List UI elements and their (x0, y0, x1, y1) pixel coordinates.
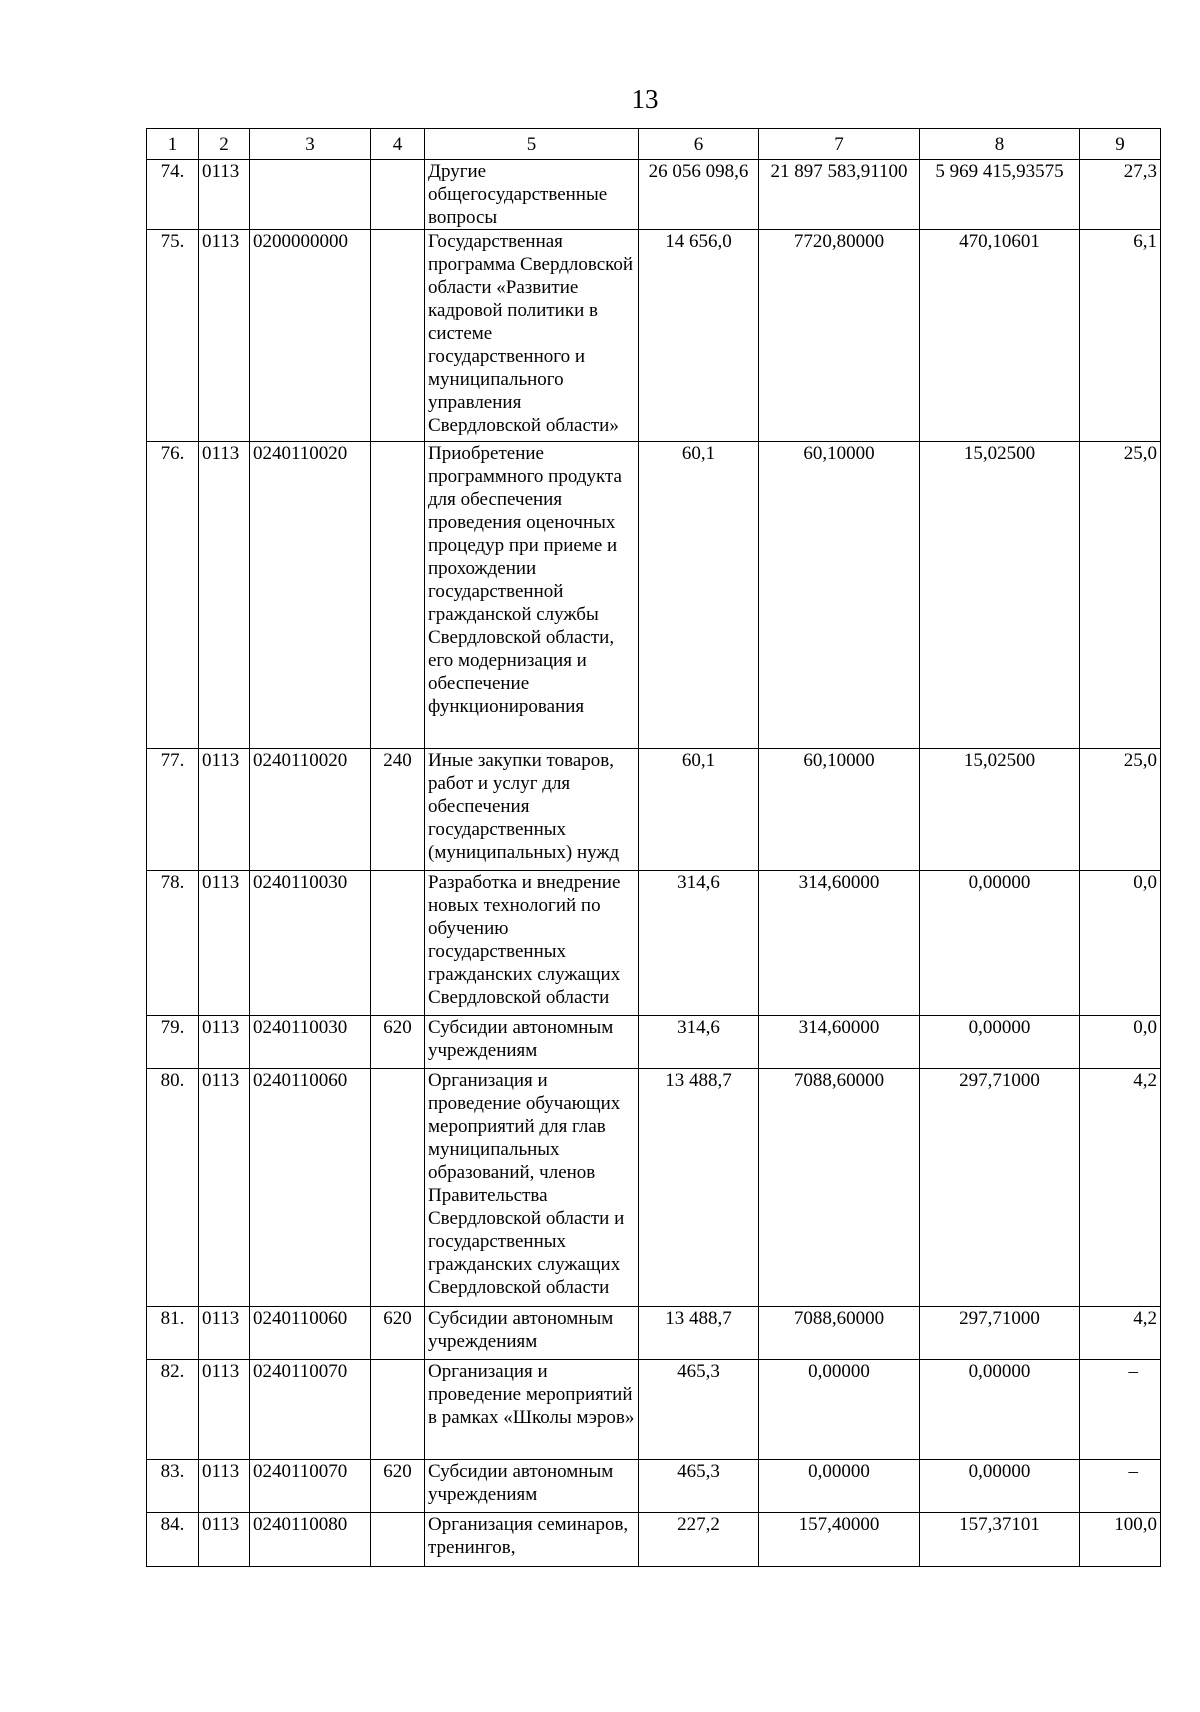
refined-value: 60,10000 (759, 442, 920, 749)
refined-value: 60,10000 (759, 749, 920, 871)
row-number: 81. (147, 1307, 199, 1360)
percent-value: 0,0 (1080, 871, 1161, 1016)
expense-type-code (371, 871, 425, 1016)
row-number: 75. (147, 230, 199, 442)
table-row (147, 1016, 1161, 1069)
row-number: 77. (147, 749, 199, 871)
header-cell: 2 (199, 129, 250, 160)
table-row (147, 1360, 1161, 1460)
table-row (147, 1069, 1161, 1307)
executed-value: 15,02500 (920, 749, 1080, 871)
refined-value: 0,00000 (759, 1460, 920, 1513)
executed-value: 297,71000 (920, 1307, 1080, 1360)
expense-type-code (371, 160, 425, 230)
section-code: 0113 (199, 871, 250, 1016)
plan-value: 13 488,7 (639, 1307, 759, 1360)
header-cell: 4 (371, 129, 425, 160)
header-row (147, 129, 1161, 160)
item-name: Другие общегосударственные вопросы (425, 160, 639, 230)
section-code: 0113 (199, 1513, 250, 1567)
percent-value: 100,0 (1080, 1513, 1161, 1567)
executed-value: 15,02500 (920, 442, 1080, 749)
section-code: 0113 (199, 230, 250, 442)
header-cell: 3 (250, 129, 371, 160)
header-cell: 6 (639, 129, 759, 160)
table-row (147, 230, 1161, 442)
percent-value: – (1080, 1360, 1161, 1460)
executed-value: 0,00000 (920, 871, 1080, 1016)
percent-value: 4,2 (1080, 1307, 1161, 1360)
executed-value: 0,00000 (920, 1460, 1080, 1513)
refined-value: 314,60000 (759, 871, 920, 1016)
plan-value: 13 488,7 (639, 1069, 759, 1307)
target-article-code: 0240110020 (250, 749, 371, 871)
percent-value: 27,3 (1080, 160, 1161, 230)
refined-value: 157,40000 (759, 1513, 920, 1567)
target-article-code (250, 160, 371, 230)
expense-type-code (371, 442, 425, 749)
table-row (147, 1460, 1161, 1513)
refined-value: 314,60000 (759, 1016, 920, 1069)
target-article-code: 0200000000 (250, 230, 371, 442)
section-code: 0113 (199, 749, 250, 871)
percent-value: 4,2 (1080, 1069, 1161, 1307)
percent-value: – (1080, 1460, 1161, 1513)
target-article-code: 0240110020 (250, 442, 371, 749)
item-name: Организация и проведение обучающих мероприятий для глав муниципальных образований, членов Правительства Свердловской области и государственных гражданских служащих Свердловской области (425, 1069, 639, 1307)
plan-value: 465,3 (639, 1460, 759, 1513)
percent-value: 25,0 (1080, 442, 1161, 749)
expense-type-code: 240 (371, 749, 425, 871)
refined-value: 21 897 583,91100 (759, 160, 920, 230)
row-number: 76. (147, 442, 199, 749)
section-code: 0113 (199, 1360, 250, 1460)
section-code: 0113 (199, 1460, 250, 1513)
target-article-code: 0240110080 (250, 1513, 371, 1567)
executed-value: 5 969 415,93575 (920, 160, 1080, 230)
item-name: Разработка и внедрение новых технологий по обучению государственных гражданских служащих Свердловской области (425, 871, 639, 1016)
table-row (147, 1513, 1161, 1567)
budget-table (146, 128, 1161, 1567)
refined-value: 0,00000 (759, 1360, 920, 1460)
refined-value: 7088,60000 (759, 1307, 920, 1360)
executed-value: 297,71000 (920, 1069, 1080, 1307)
item-name: Организация и проведение мероприятий в рамках «Школы мэров» (425, 1360, 639, 1460)
header-cell: 8 (920, 129, 1080, 160)
expense-type-code: 620 (371, 1307, 425, 1360)
header-cell: 7 (759, 129, 920, 160)
expense-type-code (371, 1513, 425, 1567)
percent-value: 25,0 (1080, 749, 1161, 871)
header-cell: 1 (147, 129, 199, 160)
table-row (147, 160, 1161, 230)
executed-value: 0,00000 (920, 1360, 1080, 1460)
header-cell: 9 (1080, 129, 1161, 160)
item-name: Приобретение программного продукта для обеспечения проведения оценочных процедур при приеме и прохождении государственной гражданской службы Свердловской области, его модернизация и обеспечение функционирования (425, 442, 639, 749)
section-code: 0113 (199, 1307, 250, 1360)
row-number: 79. (147, 1016, 199, 1069)
item-name: Организация семинаров, тренингов, (425, 1513, 639, 1567)
item-name: Субсидии автономным учреждениям (425, 1016, 639, 1069)
target-article-code: 0240110030 (250, 1016, 371, 1069)
row-number: 80. (147, 1069, 199, 1307)
row-number: 84. (147, 1513, 199, 1567)
section-code: 0113 (199, 1016, 250, 1069)
plan-value: 60,1 (639, 749, 759, 871)
expense-type-code (371, 1360, 425, 1460)
percent-value: 0,0 (1080, 1016, 1161, 1069)
table-row (147, 442, 1161, 749)
target-article-code: 0240110060 (250, 1069, 371, 1307)
plan-value: 14 656,0 (639, 230, 759, 442)
target-article-code: 0240110030 (250, 871, 371, 1016)
plan-value: 314,6 (639, 871, 759, 1016)
header-cell: 5 (425, 129, 639, 160)
target-article-code: 0240110060 (250, 1307, 371, 1360)
table-row (147, 1307, 1161, 1360)
refined-value: 7720,80000 (759, 230, 920, 442)
plan-value: 26 056 098,6 (639, 160, 759, 230)
table-row (147, 871, 1161, 1016)
target-article-code: 0240110070 (250, 1460, 371, 1513)
item-name: Иные закупки товаров, работ и услуг для обеспечения государственных (муниципальных) нужд (425, 749, 639, 871)
refined-value: 7088,60000 (759, 1069, 920, 1307)
expense-type-code (371, 1069, 425, 1307)
executed-value: 157,37101 (920, 1513, 1080, 1567)
plan-value: 465,3 (639, 1360, 759, 1460)
target-article-code: 0240110070 (250, 1360, 371, 1460)
row-number: 83. (147, 1460, 199, 1513)
row-number: 74. (147, 160, 199, 230)
plan-value: 227,2 (639, 1513, 759, 1567)
executed-value: 0,00000 (920, 1016, 1080, 1069)
executed-value: 470,10601 (920, 230, 1080, 442)
row-number: 82. (147, 1360, 199, 1460)
section-code: 0113 (199, 1069, 250, 1307)
item-name: Субсидии автономным учреждениям (425, 1460, 639, 1513)
expense-type-code (371, 230, 425, 442)
item-name: Субсидии автономным учреждениям (425, 1307, 639, 1360)
expense-type-code: 620 (371, 1460, 425, 1513)
section-code: 0113 (199, 442, 250, 749)
percent-value: 6,1 (1080, 230, 1161, 442)
plan-value: 314,6 (639, 1016, 759, 1069)
item-name: Государственная программа Свердловской области «Развитие кадровой политики в системе государственного и муниципального управления Свердловской области» (425, 230, 639, 442)
table-row (147, 749, 1161, 871)
section-code: 0113 (199, 160, 250, 230)
plan-value: 60,1 (639, 442, 759, 749)
page-number: 13 (631, 84, 659, 114)
expense-type-code: 620 (371, 1016, 425, 1069)
row-number: 78. (147, 871, 199, 1016)
